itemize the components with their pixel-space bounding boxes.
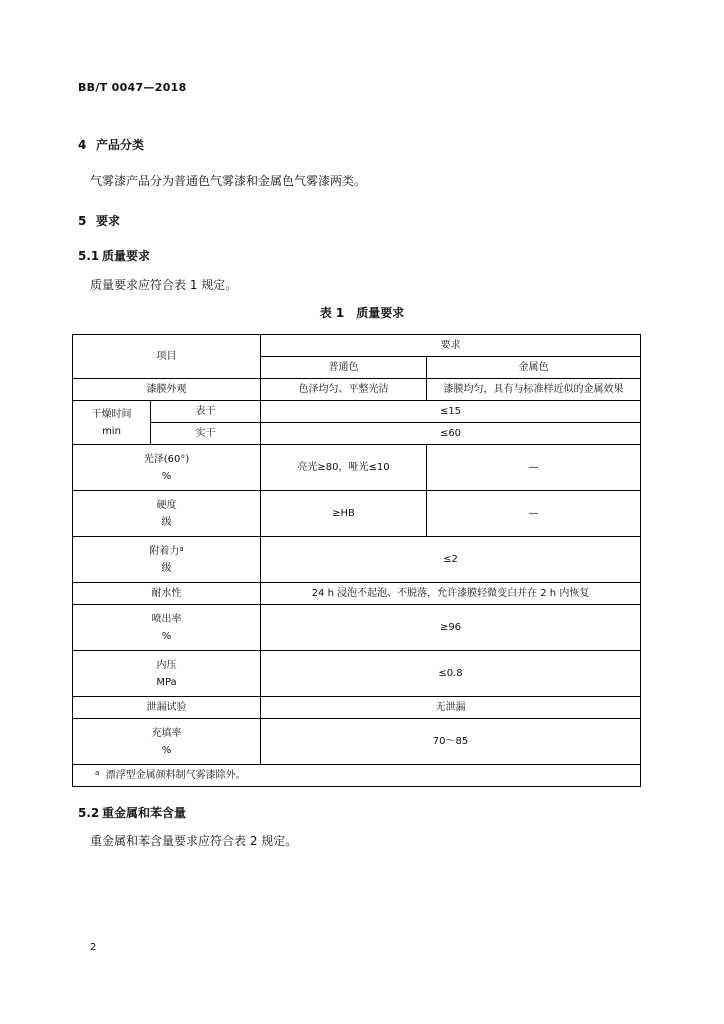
value: ≤15 xyxy=(261,401,641,423)
hardness-unit: 级 xyxy=(161,516,172,528)
standard-code: BB/T 0047—2018 xyxy=(78,81,187,94)
table-row xyxy=(73,445,641,491)
value: ≤2 xyxy=(261,537,641,583)
table-row xyxy=(73,379,641,401)
row-label: 耐水性 xyxy=(73,583,261,605)
spray-rate-label: 喷出率 xyxy=(151,613,182,625)
metal-value: — xyxy=(427,445,641,491)
row-label xyxy=(73,491,261,537)
value: ≤0.8 xyxy=(261,651,641,697)
section-5-1-heading xyxy=(78,247,150,264)
gloss-unit: % xyxy=(161,470,172,482)
table-row xyxy=(73,651,641,697)
row-label xyxy=(73,605,261,651)
normal-color-header: 普通色 xyxy=(261,357,427,379)
row-label: 泄漏试验 xyxy=(73,697,261,719)
table-footnote-row xyxy=(73,765,641,787)
value: ≥96 xyxy=(261,605,641,651)
sub-label: 实干 xyxy=(151,423,261,445)
fill-rate-label: 充填率 xyxy=(151,727,182,739)
metal-color-header: 金属色 xyxy=(427,357,641,379)
row-label xyxy=(73,537,261,583)
section-5-heading xyxy=(78,212,120,229)
row-label xyxy=(73,401,151,445)
internal-pressure-unit: MPa xyxy=(156,676,177,688)
item-header: 项目 xyxy=(73,335,261,379)
table-row xyxy=(73,719,641,765)
gloss-label: 光泽(60°) xyxy=(143,453,190,465)
value: ≤60 xyxy=(261,423,641,445)
adhesion-label: 附着力$^a$ xyxy=(149,544,184,557)
section-title: 重金属和苯含量 xyxy=(102,806,187,820)
drying-time-unit: min xyxy=(102,425,121,437)
hardness-label: 硬度 xyxy=(156,499,177,511)
drying-time-label: 干燥时间 xyxy=(91,408,132,420)
section-5-1-text: 质量要求应符合表 1 规定。 xyxy=(90,278,238,292)
value: 24 h 浸泡不起泡、不脱落，允许漆膜轻微变白并在 2 h 内恢复 xyxy=(261,583,641,605)
section-title: 要求 xyxy=(96,214,121,228)
section-5-2-heading xyxy=(78,804,186,821)
table-row xyxy=(73,491,641,537)
page-number: 2 xyxy=(90,942,97,953)
fill-rate-unit: % xyxy=(161,744,172,756)
table-footnote xyxy=(73,765,641,787)
sub-label: 表干 xyxy=(151,401,261,423)
row-label xyxy=(73,719,261,765)
adhesion-unit: 级 xyxy=(161,562,172,574)
table-row xyxy=(73,537,641,583)
value: 70～85 xyxy=(261,719,641,765)
section-number: 5 xyxy=(78,214,87,228)
section-number: 4 xyxy=(78,138,87,152)
row-label xyxy=(73,445,261,491)
footnote-mark: a xyxy=(95,769,100,777)
normal-value: 色泽均匀、平整光洁 xyxy=(261,379,427,401)
section-5-2-text: 重金属和苯含量要求应符合表 2 规定。 xyxy=(90,834,298,848)
requirement-header: 要求 xyxy=(261,335,641,357)
section-title: 质量要求 xyxy=(102,249,151,263)
table-row xyxy=(73,401,641,423)
section-number: 5.2 xyxy=(78,806,100,820)
footnote-mark: a xyxy=(179,544,184,553)
section-4-heading xyxy=(78,136,144,153)
spray-rate-unit: % xyxy=(161,630,172,642)
normal-value: ≥HB xyxy=(261,491,427,537)
row-label xyxy=(73,651,261,697)
table-row xyxy=(73,605,641,651)
table-header-row xyxy=(73,335,641,357)
section-title: 产品分类 xyxy=(96,138,145,152)
footnote-text: 漂浮型金属颜料制气雾漆除外。 xyxy=(105,770,246,781)
row-label: 漆膜外观 xyxy=(73,379,261,401)
table-row xyxy=(73,697,641,719)
section-4-text: 气雾漆产品分为普通色气雾漆和金属色气雾漆两类。 xyxy=(90,174,367,188)
value: 无泄漏 xyxy=(261,697,641,719)
normal-value: 亮光≥80，哑光≤10 xyxy=(261,445,427,491)
metal-value: — xyxy=(427,491,641,537)
table-row xyxy=(73,423,641,445)
section-number: 5.1 xyxy=(78,249,100,263)
table-row xyxy=(73,583,641,605)
internal-pressure-label: 内压 xyxy=(156,659,177,671)
metal-value: 漆膜均匀，具有与标准样近似的金属效果 xyxy=(427,379,641,401)
quality-requirements-table xyxy=(72,334,641,787)
table-caption: 表 1 质量要求 xyxy=(319,306,405,320)
